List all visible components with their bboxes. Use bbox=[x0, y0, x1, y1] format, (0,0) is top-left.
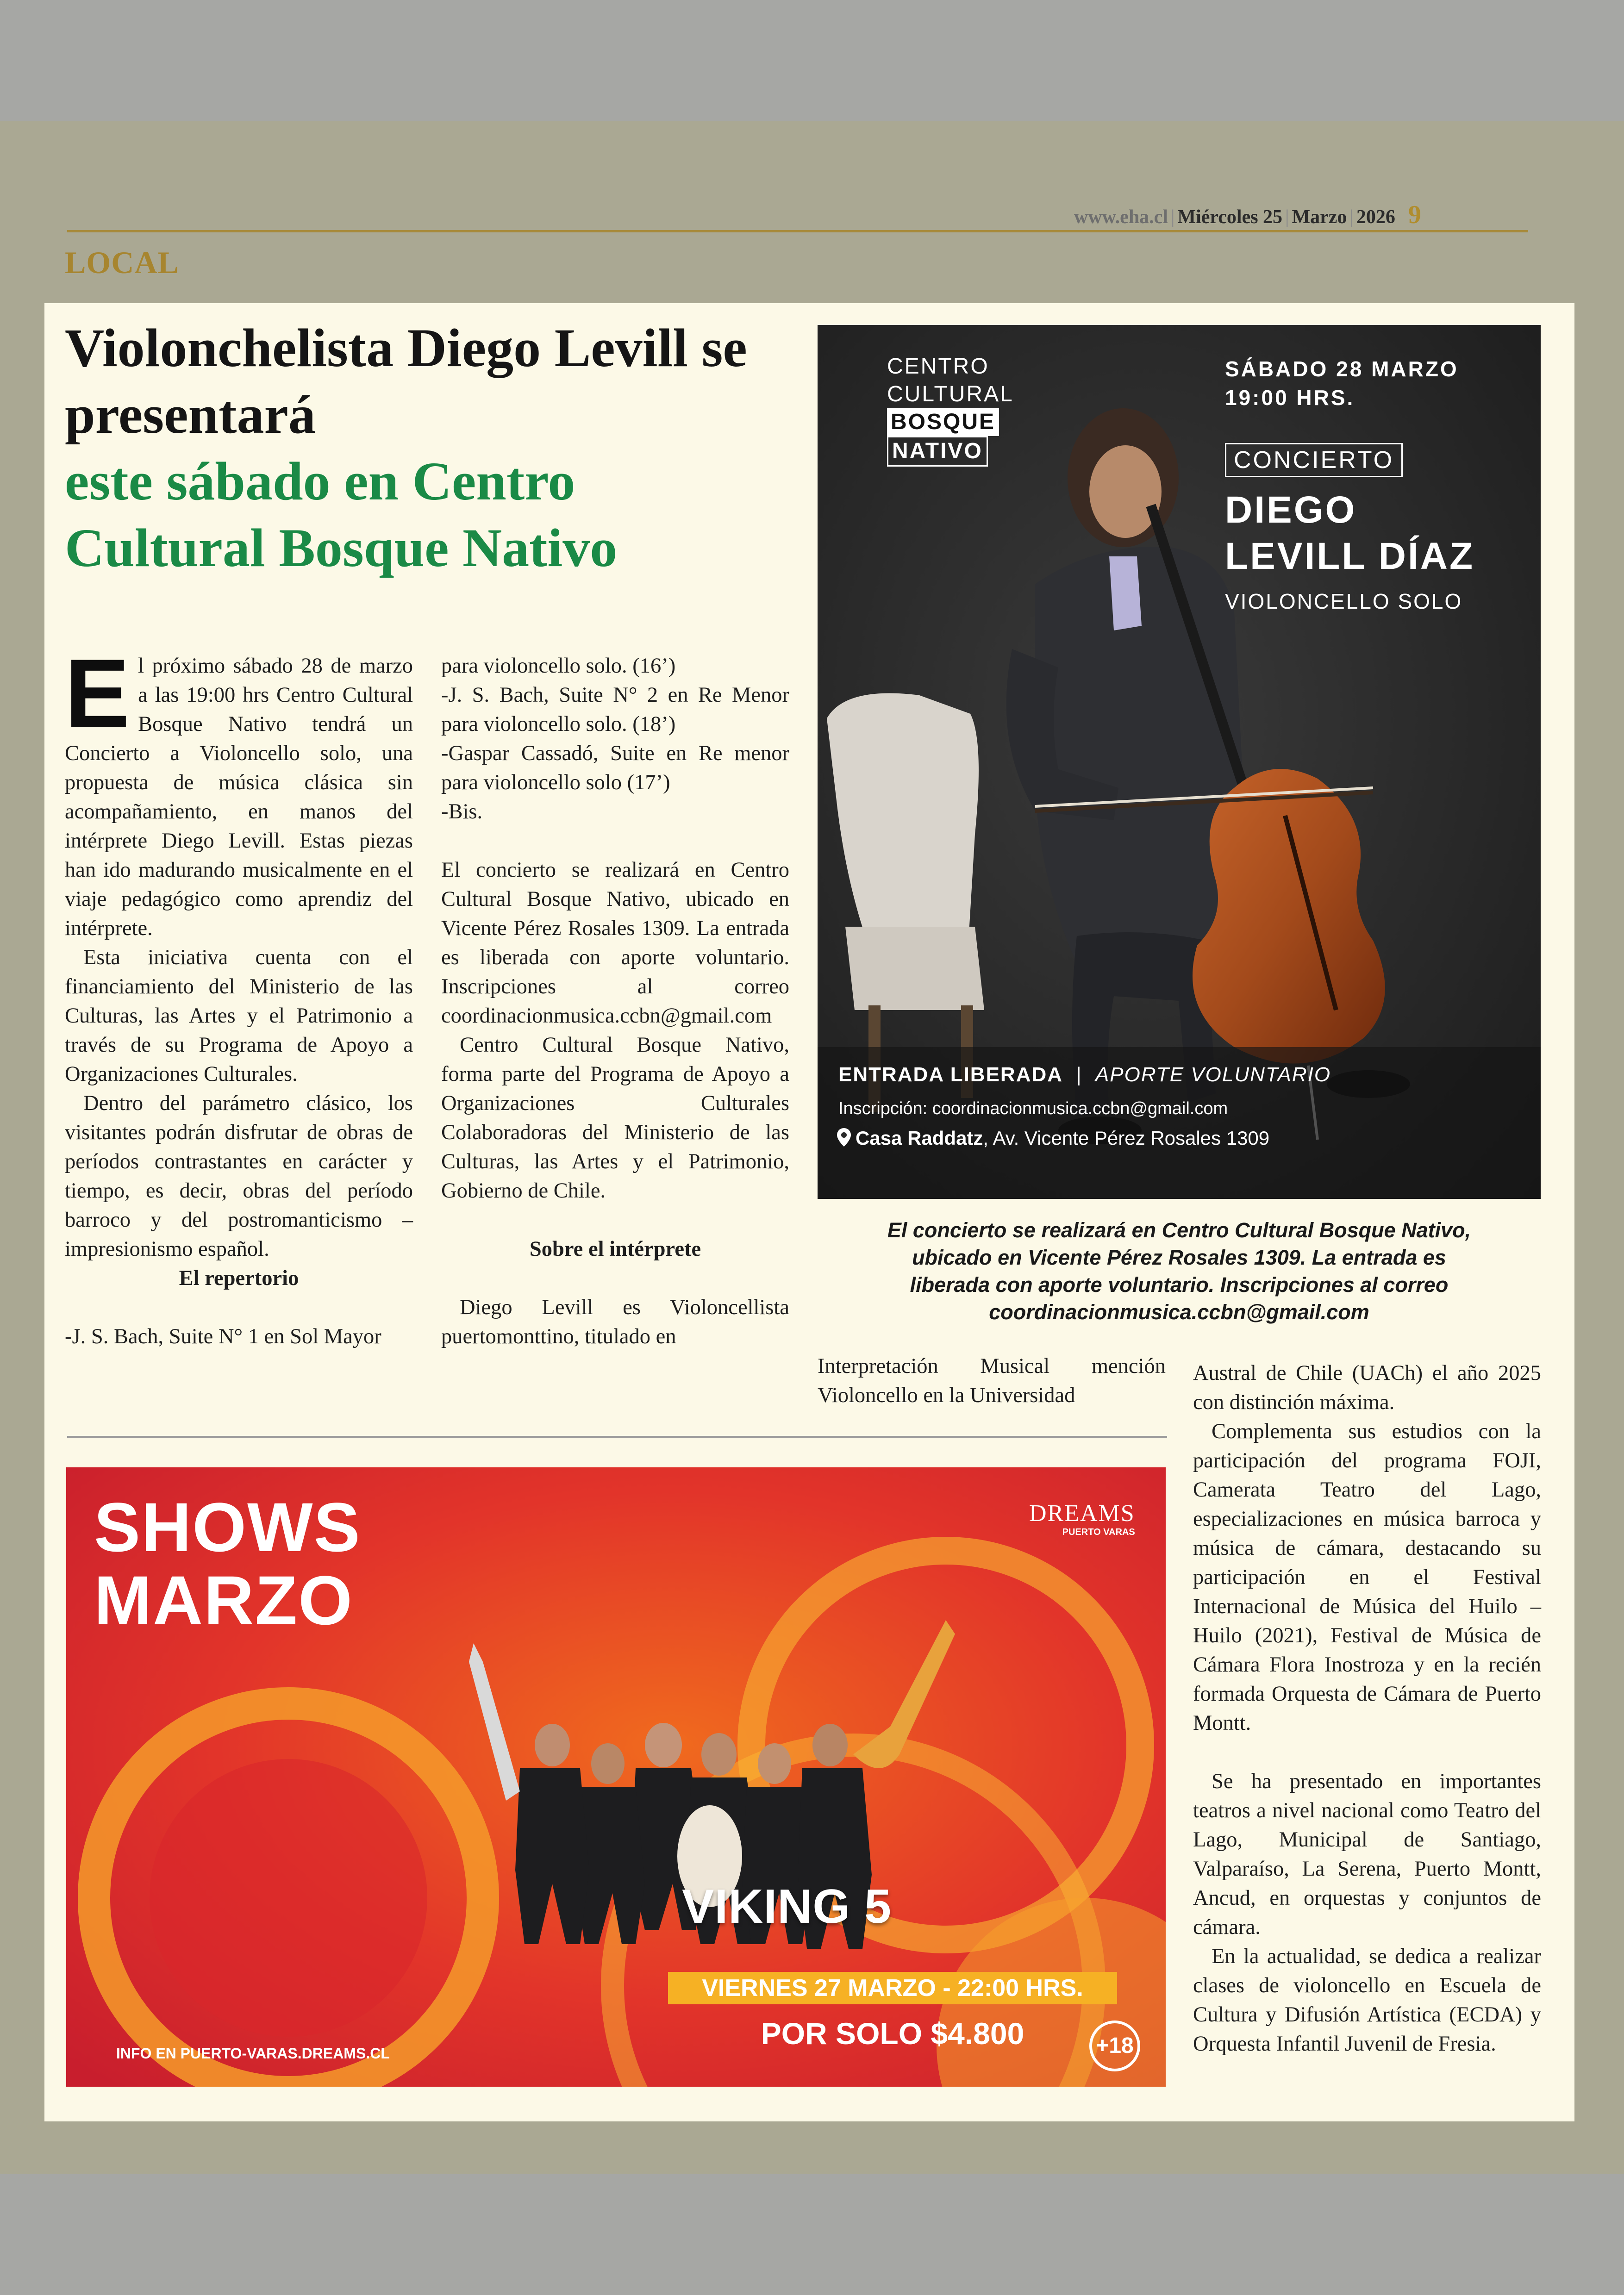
interprete-heading: Sobre el intérprete bbox=[529, 1237, 701, 1261]
poster-org-line: BOSQUE bbox=[887, 408, 999, 436]
poster-entry-separator: | bbox=[1076, 1063, 1082, 1086]
poster-org-line: CULTURAL bbox=[887, 382, 1014, 406]
page-number: 9 bbox=[1408, 200, 1421, 229]
paragraph: Diego Levill es Violoncellista puertomonttino, titulado en bbox=[441, 1296, 789, 1348]
headline-line-black: Violonchelista Diego Levill se presentará bbox=[65, 318, 747, 445]
caption-line: El concierto se realizará en Centro Cultural Bosque Nativo, bbox=[887, 1218, 1471, 1242]
concert-poster bbox=[818, 325, 1541, 1199]
brand-subtitle: PUERTO VARAS bbox=[1062, 1527, 1135, 1537]
ad-title-line: MARZO bbox=[94, 1561, 353, 1639]
poster-venue-address: , Av. Vicente Pérez Rosales 1309 bbox=[983, 1127, 1270, 1149]
ad-band-name: VIKING 5 bbox=[682, 1880, 892, 1933]
article-column-1 bbox=[65, 639, 413, 1351]
paragraph: Complementa sus estudios con la participación del programa FOJI, Camerata Teatro del Lago, especializaciones en música barroca y música de cámara, destacando su participación en el Festival Internacional de Música del Huilo – Huilo (2021), Festival de Música de Cámara Flora Inostroza y en la recién formada Orquesta de Cámara de Puerto Montt. bbox=[1193, 1420, 1541, 1735]
poster-venue-name: Casa Raddatz bbox=[856, 1127, 983, 1149]
paragraph: Esta iniciativa cuenta con el financiamiento del Ministerio de las Culturas, las Artes y el Patrimonio a través de su Programa de Apoyo a Organizaciones Culturales. bbox=[65, 946, 413, 1086]
headline-line-green: este sábado en Centro Cultural Bosque Nativo bbox=[65, 451, 618, 578]
repertoire-item: -J. S. Bach, Suite N° 2 en Re Menor para violoncello solo. (18’) bbox=[441, 683, 789, 736]
poster-entry-note: APORTE VOLUNTARIO bbox=[1095, 1063, 1331, 1086]
issue-day: Miércoles 25 bbox=[1177, 206, 1283, 228]
article-column-3 bbox=[818, 1352, 1166, 1410]
repertoire-item: para violoncello solo. (16’) bbox=[441, 654, 676, 678]
poster-org-logo bbox=[887, 353, 1014, 467]
paragraph: Se ha presentado en importantes teatros a nivel nacional como Teatro del Lago, Municipal de Santiago, Valparaíso, La Serena, Puerto Montt, Ancud, en orquestas y conjuntos de cámara. bbox=[1193, 1770, 1541, 1939]
header-separator: | bbox=[1285, 206, 1289, 228]
poster-org-line: CENTRO bbox=[887, 354, 989, 379]
poster-org-line: NATIVO bbox=[887, 436, 988, 467]
paragraph: Dentro del parámetro clásico, los visitantes podrán disfrutar de obras de períodos contrastantes en carácter y tiempo, es decir, obras del período barroco y del postromanticismo – impresionismo español. bbox=[65, 1091, 413, 1261]
paragraph: l próximo sábado 28 de marzo a las 19:00 hrs Centro Cultural Bosque Nativo tendrá un Concierto a Violoncello solo, una propuesta de música clásica sin acompañamiento, en manos del intérprete Diego Levill. Estas piezas han ido madurando musicalmente en el viaje pedagógico como aprendiz del intérprete. bbox=[65, 654, 413, 940]
repertoire-item: -Gaspar Cassadó, Suite en Re menor para violoncello solo (17’) bbox=[441, 742, 789, 794]
header-divider bbox=[67, 230, 1528, 232]
poster-name-line: LEVILL DÍAZ bbox=[1225, 535, 1475, 577]
ad-price: POR SOLO $4.800 bbox=[761, 2016, 1024, 2051]
paragraph: El concierto se realizará en Centro Cultural Bosque Nativo, ubicado en Vicente Pérez Rosales 1309. La entrada es liberada con aporte voluntario. Inscripciones al correo coordinacionmusica.ccbn@gmail.com bbox=[441, 858, 789, 1028]
poster-time: 19:00 HRS. bbox=[1225, 386, 1355, 410]
poster-entry bbox=[838, 1063, 1331, 1086]
caption-line: ubicado en Vicente Pérez Rosales 1309. La entrada es bbox=[912, 1246, 1446, 1269]
location-pin-icon bbox=[836, 1127, 852, 1148]
age-restriction-badge: +18 bbox=[1089, 2021, 1140, 2071]
dreams-logo bbox=[1029, 1500, 1135, 1538]
section-label: LOCAL bbox=[65, 245, 179, 280]
poster-performer bbox=[1225, 487, 1474, 580]
article-column-4 bbox=[1193, 1359, 1541, 2058]
poster-venue bbox=[836, 1127, 1269, 1149]
poster-name-line: DIEGO bbox=[1225, 489, 1357, 531]
paragraph: Centro Cultural Bosque Nativo, forma parte del Programa de Apoyo a Organizaciones Culturales Colaboradoras del Ministerio de las Culturas, las Artes y el Patrimonio, Gobierno de Chile. bbox=[441, 1033, 789, 1203]
paragraph: En la actualidad, se dedica a realizar clases de violoncello en Escuela de Cultura y Difusión Artística (ECDA) y Orquesta Infantil Juvenil de Fresia. bbox=[1193, 1945, 1541, 2056]
paragraph: Interpretación Musical mención Violoncello en la Universidad bbox=[818, 1354, 1166, 1407]
ad-info-link[interactable]: INFO EN PUERTO-VARAS.DREAMS.CL bbox=[116, 2045, 390, 2062]
poster-badge: CONCIERTO bbox=[1225, 443, 1403, 477]
ad-title bbox=[94, 1488, 361, 1639]
ad-date-strip: VIERNES 27 MARZO - 22:00 HRS. bbox=[702, 1975, 1083, 2002]
drop-cap: E bbox=[65, 639, 130, 748]
caption-line: coordinacionmusica.ccbn@gmail.com bbox=[989, 1300, 1369, 1324]
paragraph: Austral de Chile (UACh) el año 2025 con distinción máxima. bbox=[1193, 1361, 1541, 1414]
site-url[interactable]: www.eha.cl bbox=[1074, 206, 1168, 228]
shows-advertisement[interactable] bbox=[66, 1467, 1166, 2087]
article-divider bbox=[67, 1436, 1167, 1438]
brand-name: DREAMS bbox=[1029, 1500, 1135, 1527]
poster-entry-label: ENTRADA LIBERADA bbox=[838, 1063, 1063, 1086]
headline bbox=[65, 315, 787, 581]
page-header bbox=[1074, 200, 1528, 228]
issue-year: 2026 bbox=[1356, 206, 1395, 228]
caption-line: liberada con aporte voluntario. Inscripciones al correo bbox=[910, 1273, 1449, 1297]
header-separator: | bbox=[1349, 206, 1354, 228]
header-separator: | bbox=[1171, 206, 1175, 228]
ad-title-line: SHOWS bbox=[94, 1488, 361, 1566]
repertoire-item: -J. S. Bach, Suite N° 1 en Sol Mayor bbox=[65, 1325, 381, 1348]
poster-subtitle: VIOLONCELLO SOLO bbox=[1225, 589, 1463, 613]
poster-inscription: Inscripción: coordinacionmusica.ccbn@gmail.com bbox=[838, 1099, 1228, 1118]
article-column-2 bbox=[441, 651, 789, 1351]
repertoire-item: -Bis. bbox=[441, 800, 483, 823]
poster-date: SÁBADO 28 MARZO bbox=[1225, 357, 1459, 381]
repertoire-heading: El repertorio bbox=[179, 1266, 299, 1290]
issue-month: Marzo bbox=[1292, 206, 1347, 228]
poster-caption bbox=[818, 1216, 1541, 1326]
poster-datetime bbox=[1225, 355, 1459, 412]
